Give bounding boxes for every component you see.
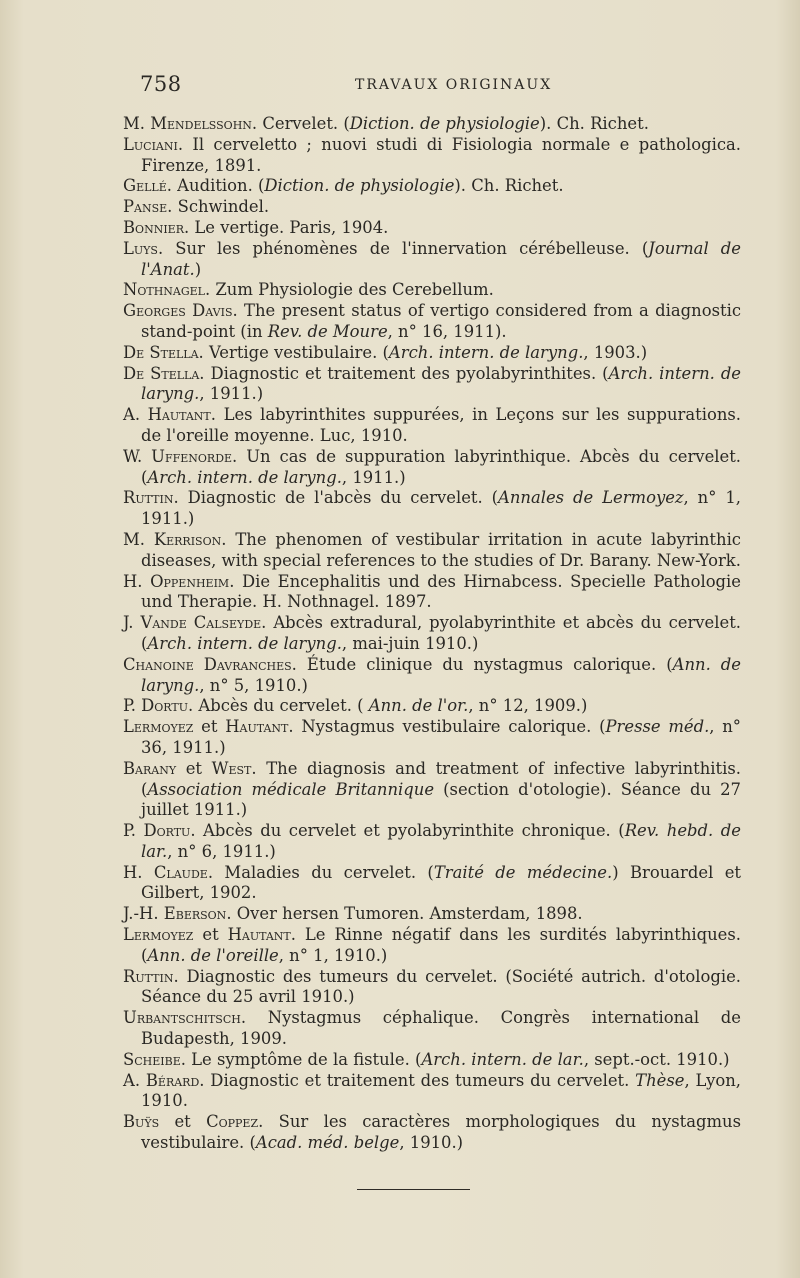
reference-text: . Le symptôme de la fistule. ( [180,1049,422,1069]
reference-text: , n° 5, 1910.) [199,675,308,695]
reference-entry [123,1008,741,1050]
author-name: Coppez [206,1112,259,1132]
reference-text: et [193,925,228,945]
reference-entry [123,447,741,489]
source-title: Diction. de physiologie [349,114,540,133]
reference-entry [123,114,741,135]
reference-entry [123,364,741,406]
reference-text: . Abcès du cervelet. ( [188,696,369,716]
running-title: TRAVAUX ORIGINAUX [355,77,553,93]
source-title: Presse méd. [605,717,710,737]
reference-list [123,114,741,1154]
author-name: Vande Calseyde [140,613,262,633]
reference-text: , n° 1, 1910.) [278,945,388,965]
reference-entry [123,613,741,655]
page-number: 758 [140,72,182,96]
reference-text: . Sur les caractères morphologiques du nystagmus vestibulaire. ( [141,1112,741,1153]
author-name: Oppenheim [150,571,230,591]
reference-text: . Abcès du cervelet et pyolabyrinthite chronique. ( [190,821,625,841]
reference-entry [123,301,741,343]
author-name: De Stella [123,363,200,383]
reference-text: , n° 6, 1911.) [167,841,276,861]
reference-text: . Maladies du cervelet. ( [207,862,434,882]
author-name: Mendelssohn [150,114,252,133]
reference-text: , 1910.) [399,1133,464,1153]
reference-text: , n° 16, 1911). [387,321,507,341]
reference-entry [123,1071,741,1113]
reference-text: (section d'otologie). Séance du 27 juillet 1911.) [141,779,741,820]
reference-text: . Le Rinne négatif dans les surdités labyrinthiques. ( [141,925,741,965]
reference-entry [123,405,741,447]
reference-text: , n° 1, 1911.) [141,488,741,529]
reference-text: . Diagnostic des tumeurs du cervelet. (Société autrich. d'otologie. Séance du 25 avril 1910.) [141,966,741,1007]
reference-text: , n° 36, 1911.) [141,717,741,757]
reference-entry [123,759,741,821]
source-title: Association médicale Britannique [147,779,435,799]
reference-text: , n° 12, 1909.) [468,696,588,716]
author-name: Nothnagel [123,280,205,300]
author-name: Bonnier [123,217,184,237]
source-title: Rev. de Moure [267,321,388,341]
reference-text: et [159,1112,207,1132]
reference-entry [123,239,741,281]
reference-entry [123,572,741,614]
reference-entry [123,904,741,925]
source-title: Traité de médecine. [433,862,613,882]
reference-text: et [176,758,212,778]
reference-text: . Un cas de suppuration labyrinthique. Abcès du cervelet. ( [141,446,742,487]
author-name: Buÿs [123,1112,160,1132]
reference-text: . The present status of vertigo considered from a diagnostic stand-point (in [141,301,741,341]
reference-text: , 1903.) [583,342,648,362]
reference-text: , mai-juin 1910.) [341,633,479,653]
reference-entry [123,218,741,239]
source-title: Arch. intern. de laryng. [388,342,584,362]
author-name: Luciani [123,134,178,154]
reference-entry [123,717,741,759]
reference-text: . Il cerveletto ; nuovi studi di Fisiologia normale e pathologica. Firenze, 1891. [141,134,741,175]
reference-text: . Schwindel. [167,197,270,217]
author-name: Dortu [141,696,188,716]
closing-rule [357,1189,470,1190]
reference-text: . Zum Physiologie des Cerebellum. [204,280,494,300]
reference-text: . Cervelet. ( [251,114,350,133]
reference-text: ). Ch. Richet. [539,114,649,133]
author-name: Urbantschitsch [123,1008,241,1028]
author-name: Lermoyez [123,925,194,945]
reference-text: P. [123,821,144,841]
reference-entry [123,655,741,697]
author-name: Claude [153,862,208,882]
reference-entry [123,967,741,1009]
reference-text: . Diagnostic et traitement des pyolabyrinthites. ( [199,363,609,383]
reference-text: et [193,717,226,737]
author-name: Hautant [147,405,211,425]
source-title: Arch. intern. de laryng. [147,633,342,653]
reference-text: . Vertige vestibulaire. ( [198,342,389,362]
author-name: Gellé [123,176,167,196]
reference-entry [123,925,741,967]
page-header [140,72,740,102]
reference-text: . The diagnosis and treatment of infective labyrinthitis. ( [141,758,741,799]
reference-text: . Nystagmus céphalique. Congrès international de Budapesth, 1909. [141,1008,741,1049]
author-name: Ruttin [123,966,174,986]
reference-text: , sept.-oct. 1910.) [583,1049,730,1069]
reference-text: W. [123,446,152,466]
reference-text: ) [194,259,202,279]
author-name: Hautant [227,925,291,945]
source-title: Arch. intern. de laryng. [141,363,742,404]
reference-entry [123,135,741,177]
reference-entry [123,1050,741,1071]
reference-text: M. [123,529,154,549]
source-title: Journal de l'Anat. [141,238,741,279]
source-title: Ann. de l'or. [368,696,469,716]
reference-entry [123,530,741,572]
author-name: West [211,758,252,778]
reference-text: H. [123,862,154,882]
source-title: Arch. intern. de lar. [421,1049,584,1069]
source-title: Arch. intern. de laryng. [147,467,342,487]
source-title: Acad. méd. belge [255,1133,400,1153]
author-name: Barany [123,758,177,778]
reference-text: . Sur les phénomènes de l'innervation cérébelleuse. ( [157,238,649,258]
reference-text: . Die Encephalitis und des Hirnabcess. Specielle Pathologie und Therapie. H. Nothnagel. 1897. [141,571,741,612]
reference-text: . Diagnostic de l'abcès du cervelet. ( [173,488,499,508]
reference-text: . Over hersen Tumoren. Amsterdam, 1898. [226,904,583,924]
reference-entry [123,488,741,530]
source-title: Ann. de l'oreille [147,945,279,965]
reference-text: . Nystagmus vestibulaire calorique. ( [288,717,606,737]
reference-text: H. [123,571,151,591]
reference-text: . Abcès extradural, pyolabyrinthite et abcès du cervelet. ( [141,613,741,653]
source-title: Ann. de laryng. [141,654,741,695]
reference-text: . Étude clinique du nystagmus calorique. ( [291,654,673,674]
reference-text: . The phenomen of vestibular irritation in acute labyrinthic diseases, with special references to the studies of Dr. Barany. New-York. [141,529,741,570]
reference-text: , 1911.) [199,384,264,404]
author-name: Lermoyez [123,717,194,737]
reference-text: J. [123,613,141,633]
reference-text: A. [123,1070,146,1090]
reference-text: . Diagnostic et traitement des tumeurs du cervelet. [199,1070,636,1090]
reference-text: ) Brouardel et Gilbert, 1902. [141,862,741,903]
author-name: Eberson [163,904,227,924]
author-name: Kerrison [153,529,222,549]
author-name: Ruttin [123,488,174,508]
author-name: Dortu [143,821,191,841]
reference-text: ). Ch. Richet. [454,176,564,196]
reference-text: J.-H. [123,904,164,924]
reference-entry [123,1112,741,1154]
reference-text: A. [123,405,148,425]
reference-entry [123,280,741,301]
author-name: Georges Davis [123,301,233,321]
author-name: Chanoine Davranches [123,654,292,674]
reference-text: , 1911.) [341,467,406,487]
reference-entry [123,821,741,863]
author-name: Scheibe [123,1049,181,1069]
reference-text: P. [123,696,142,716]
reference-text: . Les labyrinthites suppurées, in Leçons sur les suppurations. de l'oreille moyenne. Luc, 1910. [141,405,741,445]
reference-text: M. [123,114,151,133]
reference-text: , Lyon, 1910. [141,1070,742,1111]
reference-entry [123,197,741,218]
reference-text: . Audition. ( [166,176,265,196]
source-title: Thèse [635,1070,685,1090]
author-name: Panse [123,197,168,217]
author-name: Luys [123,238,158,258]
source-title: Rev. hebd. de lar. [141,821,741,861]
author-name: Uffenorde [151,446,233,466]
author-name: Bérard [145,1070,200,1090]
source-title: Diction. de physiologie [264,176,455,196]
reference-entry [123,863,741,905]
source-title: Annales de Lermoyez [498,488,684,508]
author-name: Hautant [225,717,289,737]
reference-entry [123,176,741,197]
author-name: De Stella [123,342,199,362]
reference-entry [123,696,741,717]
reference-text: . Le vertige. Paris, 1904. [183,217,389,237]
reference-entry [123,343,741,364]
